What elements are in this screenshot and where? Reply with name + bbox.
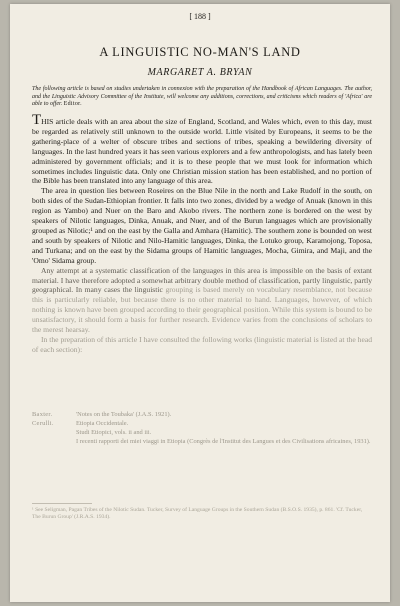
reference-author — [32, 437, 76, 446]
article-title: A LINGUISTIC NO-MAN'S LAND — [99, 45, 301, 59]
reference-item — [32, 437, 372, 446]
paragraph-1-text: HIS article deals with an area about the size of England, Scotland, and Wales which, even to this day, must be regarded as relatively still unknown to the outside world. Little visited by Europeans, it seems to be the gathering-place of a welter of obscure tribes and sections of tribes, speaking a bewildering diversity of languages. In the last hundred years it has seen various explorers and a few anthropologists, and has lately been administered by government officials; and it is to these people that we must look for information which sometimes includes linguistic data. Only one Christian mission station has been established, and no portion of the Bible has been translated into any language of this area. — [32, 117, 372, 186]
editorial-note — [32, 86, 372, 109]
paragraph-3-start: Any attempt at a systematic classification of the languages in this area is impossible on the basis of extant material. I have therefore adopted a somewhat arbitrary double method of classification, partly linguistic, partly geographical. In many cases the linguistic — [32, 265, 372, 295]
reference-title: 'Notes on the Toubaka' (J.A.S. 1921). — [76, 411, 172, 418]
page-number: [ 188 ] — [189, 12, 211, 21]
reference-title: I recenti rapporti dei miei viaggi in Etiopia (Congrès de l'Institut des Langues et des Civilisations africaines, 1931). — [76, 438, 371, 445]
editorial-note-text: The following article is based on studies undertaken in connexion with the preparation of the Handbook of African Languages. The author, and the Linguistic Advisory Committee of the Institute, will welcome any additions, corrections, and criticisms which readers of 'Africa' are able to offer. — [32, 86, 372, 108]
paragraph-3 — [32, 266, 372, 335]
editor-signature: Editor. — [63, 101, 82, 108]
reference-item — [32, 419, 372, 428]
reference-author — [32, 428, 76, 437]
reference-list — [32, 410, 372, 446]
paragraph-4: In the preparation of this article I have consulted the following works (linguistic material is listed at the head of each section): — [32, 334, 372, 354]
paragraph-3-end: grouping is based merely on vocabulary resemblance, not because this is particularly reliable, but because there is no other material to hand. Languages, however, of which nothing is known have been grouped according to their geographical position. While this system is bound to be unsatisfactory, it should form a basis for further research. Evidence varies from the conclusions of scholars to the merest hearsay. — [32, 285, 373, 335]
reference-title: Studi Etiopici, vols. ii and iii. — [76, 429, 152, 436]
reference-title: Etiopia Occidentale. — [76, 420, 129, 427]
article-body — [32, 112, 373, 355]
paragraph-2: The area in question lies between Roseires on the Blue Nile in the north and Lake Rudolf in the south, on both sides of the Sudan-Ethiopian frontier. It falls into two zones, divided by a wedge of Anuak (known in this region as Yambo) and Nuer on the Baro and Akobo rivers. The northern zone is bordered on the west by speakers of Nilotic languages, Dinka, Anuak, and Nuer, and of the Burun languages which are provisionally grouped as Nilotic;¹ and on the east by the Galla and Amhara (Hamitic). The southern zone is bounded on west and south by speakers of Nilotic and Nilo-Hamitic languages, Dinka, the Lotuko group, Karamojong, Toposa, and Turkana; and on the east by the Sidama groups of Hamitic languages, Mocha, Gimira, and Maji, and the 'Omo' Sidama group. — [32, 186, 372, 265]
reference-item — [32, 410, 372, 419]
footnote: ¹ See Seligman, Pagan Tribes of the Nilotic Sudan. Tucker, Survey of Language Groups in the Southern Sudan (B.S.O.S. 1935), p. 861. 'Cf. Tucker, The Burun Group' (J.R.A.S. 1934). — [32, 507, 363, 521]
article-author: MARGARET A. BRYAN — [147, 67, 253, 78]
page — [10, 4, 390, 602]
drop-cap: T — [32, 112, 42, 128]
footnote-rule — [32, 503, 92, 504]
paragraph-1 — [32, 112, 372, 186]
reference-author: Cerulli. — [32, 420, 54, 427]
reference-item — [32, 428, 372, 437]
reference-author: Baxter. — [32, 411, 53, 418]
